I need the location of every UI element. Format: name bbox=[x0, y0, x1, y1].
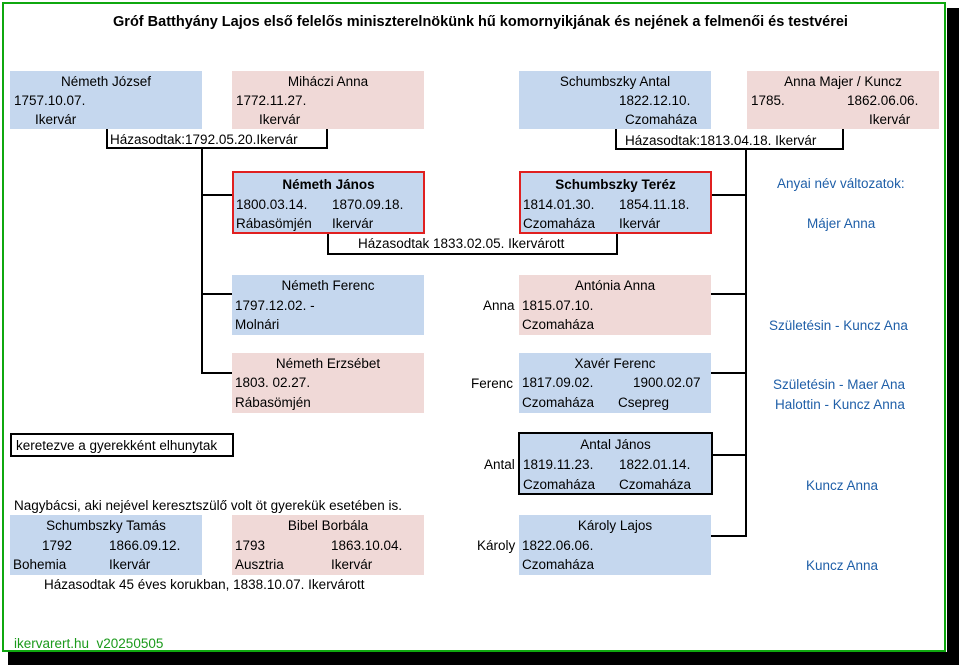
birth-date: 1822.06.06. bbox=[522, 538, 594, 553]
person-nemeth-jozsef bbox=[10, 71, 202, 129]
legend-box: keretezve a gyerekként elhunytak bbox=[10, 433, 234, 457]
connector-line bbox=[711, 454, 747, 456]
connector-line bbox=[711, 194, 747, 196]
birth-date: 1814.01.30. bbox=[523, 197, 595, 212]
connector-line bbox=[711, 372, 747, 374]
birth-date: 1757.10.07. bbox=[14, 93, 86, 108]
person-antal-janos bbox=[518, 432, 713, 495]
page-title: Gróf Batthyány Lajos első felelős miniszterelnökünk hű komornyikjának és nejének a felmenői és testvérei bbox=[113, 14, 848, 30]
place: Ikervár bbox=[259, 112, 301, 127]
person-name: Németh József bbox=[60, 74, 152, 89]
connector-line bbox=[201, 372, 233, 374]
name-variants-header: Anyai név változatok: bbox=[777, 176, 905, 191]
person-karoly-lajos bbox=[519, 515, 711, 575]
person-nemeth-ferenc bbox=[232, 275, 424, 335]
birth-place: Czomaháza bbox=[523, 477, 596, 492]
person-name: Németh János bbox=[282, 177, 375, 192]
death-date: 1870.09.18. bbox=[332, 197, 404, 212]
death-date: 1822.12.10. bbox=[619, 93, 691, 108]
name-variant: Kuncz Anna bbox=[806, 478, 879, 493]
person-mihaczi-anna bbox=[232, 71, 424, 129]
person-xaver-ferenc bbox=[519, 353, 711, 413]
marriage-label: Házasodtak 45 éves korukban, 1838.10.07. Ikervárott bbox=[44, 577, 365, 592]
sibling-side-label: Anna bbox=[483, 298, 515, 313]
birth-place: Czomaháza bbox=[522, 395, 595, 410]
death-date: 1854.11.18. bbox=[619, 197, 690, 212]
birth-date: 1819.11.23. bbox=[523, 457, 594, 472]
person-name: Schumbszky Antal bbox=[559, 74, 671, 89]
death-place: Ikervár bbox=[109, 557, 151, 572]
place: Czomaháza bbox=[522, 317, 595, 332]
death-place: Ikervár bbox=[331, 557, 373, 572]
person-antonia-anna bbox=[519, 275, 711, 335]
connector-line bbox=[327, 253, 618, 255]
connector-line bbox=[201, 293, 233, 295]
person-name: Anna Majer / Kuncz bbox=[784, 74, 902, 89]
marriage-label: Házasodtak 1833.02.05. Ikervárott bbox=[358, 236, 565, 251]
birth-place: Czomaháza bbox=[523, 216, 596, 231]
name-variant: Halottin - Kuncz Anna bbox=[775, 397, 905, 412]
person-bibel-borbala bbox=[232, 515, 424, 575]
marriage-label: Házasodtak:1792.05.20.Ikervár bbox=[110, 132, 298, 147]
death-date: 1866.09.12. bbox=[109, 538, 181, 553]
place: Rábasömjén bbox=[235, 395, 311, 410]
frame-shadow-right bbox=[947, 8, 959, 663]
birth-place: Rábasömjén bbox=[236, 216, 312, 231]
connector-line bbox=[711, 535, 747, 537]
person-nemeth-janos bbox=[232, 171, 425, 234]
person-name: Antal János bbox=[580, 437, 651, 452]
person-name: Xavér Ferenc bbox=[574, 356, 656, 371]
place: Czomaháza bbox=[625, 112, 698, 127]
death-date: 1900.02.07 bbox=[633, 375, 701, 390]
connector-line bbox=[711, 293, 747, 295]
person-name: Németh Erzsébet bbox=[275, 356, 381, 371]
death-place: Ikervár bbox=[332, 216, 374, 231]
birth-date: 1800.03.14. bbox=[236, 197, 308, 212]
birth-date: 1803. 02.27. bbox=[235, 375, 311, 390]
person-schumbszky-tamas bbox=[10, 515, 202, 575]
person-name: Németh Ferenc bbox=[281, 278, 375, 293]
birth-date: 1817.09.02. bbox=[522, 375, 594, 390]
person-name: Miháczi Anna bbox=[287, 74, 369, 89]
connector-line bbox=[616, 232, 618, 254]
connector-line bbox=[745, 148, 747, 536]
name-variant: Születésin - Maer Ana bbox=[773, 377, 906, 392]
place: Ikervár bbox=[35, 112, 77, 127]
connector-line bbox=[615, 128, 617, 150]
connector-line bbox=[201, 147, 203, 374]
person-schumbszky-terez bbox=[519, 171, 712, 234]
place: Czomaháza bbox=[522, 557, 595, 572]
birth-date: 1815.07.10. bbox=[522, 298, 594, 313]
person-name: Bibel Borbála bbox=[287, 518, 369, 533]
person-nemeth-erzsebet bbox=[232, 353, 424, 413]
person-schumbszky-antal bbox=[519, 71, 711, 129]
death-place: Ikervár bbox=[619, 216, 661, 231]
frame-shadow-bottom bbox=[8, 652, 959, 665]
birth-place: Bohemia bbox=[13, 557, 67, 572]
sibling-side-label: Ferenc bbox=[471, 376, 514, 391]
connector-line bbox=[201, 194, 233, 196]
person-name: Schumbszky Teréz bbox=[555, 177, 676, 192]
connector-line bbox=[326, 128, 328, 148]
birth-date: 1792 bbox=[42, 538, 73, 553]
sibling-side-label: Antal bbox=[484, 457, 515, 472]
name-variant: Májer Anna bbox=[807, 216, 876, 231]
birth-place: Ausztria bbox=[235, 557, 284, 572]
birth-date: 1797.12.02. - bbox=[235, 298, 315, 313]
birth-date: 1772.11.27. bbox=[236, 93, 307, 108]
place: Ikervár bbox=[869, 112, 911, 127]
death-date: 1862.06.06. bbox=[847, 93, 919, 108]
name-variant: Születésin - Kuncz Ana bbox=[769, 318, 908, 333]
death-date: 1863.10.04. bbox=[331, 538, 403, 553]
birth-date: 1793 bbox=[235, 538, 266, 553]
death-date: 1822.01.14. bbox=[619, 457, 691, 472]
uncle-note: Nagybácsi, aki nejével keresztszülő volt öt gyerekük esetében is. bbox=[14, 498, 402, 513]
connector-line bbox=[106, 128, 108, 148]
marriage-label: Házasodtak:1813.04.18. Ikervár bbox=[625, 133, 817, 148]
footer-credit: ikervarert.hu_v20250505 bbox=[14, 636, 164, 651]
death-place: Csepreg bbox=[618, 395, 670, 410]
name-variant: Kuncz Anna bbox=[806, 558, 879, 573]
person-name: Károly Lajos bbox=[577, 518, 653, 533]
person-anna-majer bbox=[747, 71, 939, 129]
person-name: Schumbszky Tamás bbox=[46, 518, 166, 533]
connector-line bbox=[327, 232, 329, 254]
sibling-side-label: Károly bbox=[477, 538, 516, 553]
connector-line bbox=[842, 128, 844, 150]
death-place: Czomaháza bbox=[619, 477, 692, 492]
birth-date: 1785. bbox=[751, 93, 785, 108]
person-name: Antónia Anna bbox=[574, 278, 656, 293]
place: Molnári bbox=[235, 317, 280, 332]
